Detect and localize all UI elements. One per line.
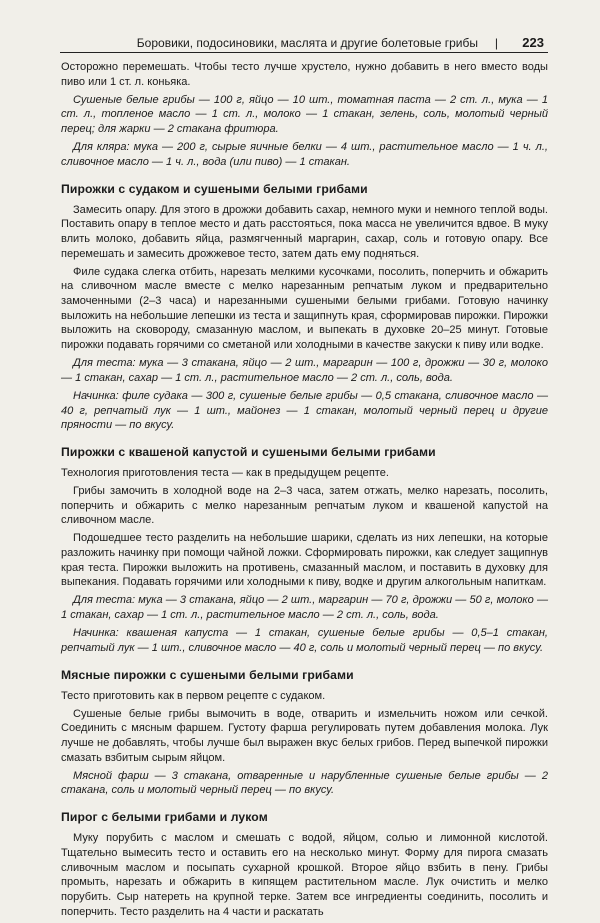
page-number: 223 — [522, 35, 544, 50]
recipe-paragraph: Грибы замочить в холодной воде на 2–3 часа, затем отжать, мелко нарезать, посолить, поперчить и обжарить с мелко нарезанным репчатым луком и квашеной капустой на сливочном масле. — [61, 484, 548, 527]
intro-paragraph: Осторожно перемешать. Чтобы тесто лучше хрустело, нужно добавить в него вместо воды пиво или 1 ст. л. коньяка. — [61, 61, 548, 88]
chapter-title: Боровики, подосиновики, маслята и другие болетовые грибы — [136, 36, 478, 50]
running-header — [0, 34, 548, 52]
recipe-paragraph: Филе судака слегка отбить, нарезать мелкими кусочками, посолить, поперчить и обжарить на сливочном масле вместе с мелко нарезанным репчатым луком и предварительно замоченными (2–3 часа) и нарезанными сушеными белыми грибами. Готовую начинку выложить на небольшие лепешки из теста и защипнуть края, сформировав пирожки. Пирожки выложить на сковороду, смазанную маслом, и выпекать в духовке 20–25 минут. Готовые пирожки подавать горячими со сметаной или холодными в качестве закуски к пиву или водке. — [61, 265, 548, 352]
dough-ingredients: Для теста: мука — 3 стакана, яйцо — 2 шт., маргарин — 100 г, дрожжи — 30 г, молоко — 1 стакан, сахар — 1 ст. л., растительное масло — 2 ст. л., соль, вода. — [61, 357, 548, 384]
batter-ingredients: Для кляра: мука — 200 г, сырые яичные белки — 4 шт., растительное масло — 1 ч. л., сливочное масло — 1 ч. л., вода (или пиво) — 1 стакан. — [61, 141, 548, 168]
recipe-title-meat-pies: Мясные пирожки с сушеными белыми грибами — [61, 667, 354, 682]
recipe-paragraph: Технология приготовления теста — как в предыдущем рецепте. — [61, 466, 389, 479]
recipe-paragraph: Тесто приготовить как в первом рецепте с судаком. — [61, 689, 326, 702]
recipe-paragraph: Подошедшее тесто разделить на небольшие шарики, сделать из них лепешки, на которые разложить начинку при помощи чайной ложки. Сформировать пирожки, как следует защипнув края теста. Пирожки выложить на противень, смазанный маслом, и поставить в духовку для выпекания. Подавать горячими или холодными к пиву, водке и другим алкогольным напиткам. — [61, 532, 548, 589]
header-rule — [60, 52, 548, 53]
recipe-paragraph: Муку порубить с маслом и смешать с водой, яйцом, солью и лимонной кислотой. Тщательно вымесить тесто и оставить его на несколько минут. Форму для пирога смазать сливочным маслом и посыпать сухарной крошкой. Второе яйцо взбить в пену. Грибы промыть, нарезать и обжарить в кипящем растительном масле. Лук очистить и мелко порубить. Сыр натереть на крупной терке. Затем все ингредиенты соединить, посолить и поперчить. Тесто разделить на 4 части и раскатать — [61, 832, 548, 918]
recipe-title-mushroom-onion-pie: Пирог с белыми грибами и луком — [61, 810, 268, 825]
recipe-title-pike-perch-pies: Пирожки с судаком и сушеными белыми грибами — [61, 181, 368, 196]
filling-ingredients: Начинка: филе судака — 300 г, сушеные белые грибы — 0,5 стакана, сливочное масло — 40 г, репчатый лук — 1 шт., майонез — 1 стакан, молотый черный перец и другие пряности — по вкусу. — [61, 389, 548, 432]
recipe-paragraph: Сушеные белые грибы вымочить в воде, отварить и измельчить ножом или сечкой. Соединить с мясным фаршем. Густоту фарша регулировать путем добавления молока. Лук лучше не добавлять, чтобы лучше был выражен вкус белых грибов. Перед выпечкой пирожки смазать взбитым сырым яйцом. — [61, 707, 548, 764]
filling-ingredients: Начинка: квашеная капуста — 1 стакан, сушеные белые грибы — 0,5–1 стакан, репчатый лук — 1 шт., сливочное масло — 40 г, соль и молотый черный перец — по вкусу. — [61, 627, 548, 654]
filling-ingredients: Мясной фарш — 3 стакана, отваренные и нарубленные сушеные белые грибы — 2 стакана, соль и молотый черный перец — по вкусу. — [61, 769, 548, 797]
dough-ingredients: Для теста: мука — 3 стакана, яйцо — 2 шт., маргарин — 70 г, дрожжи — 50 г, молоко — 1 стакан, сахар — 1 ст. л., растительное масло — 2 ст. л., соль, вода. — [61, 594, 548, 622]
header-separator: | — [494, 36, 498, 50]
recipe-title-sauerkraut-pies: Пирожки с квашеной капустой и сушеными белыми грибами — [61, 444, 436, 459]
page-body — [61, 60, 548, 923]
ingredients-list: Сушеные белые грибы — 100 г, яйцо — 10 шт., томатная паста — 2 ст. л., мука — 1 ст. л., топленое масло — 1 ст. л., молоко — 1 стакан, зелень, соль, молотый черный перец; для жарки — 2 стакана фритюра. — [61, 93, 548, 136]
recipe-paragraph: Замесить опару. Для этого в дрожжи добавить сахар, немного муки и немного теплой воды. Поставить опару в теплое место и дать расстояться, пока масса не увеличится вдвое. В муку влить молоко, добавить яйца, размягченный маргарин, сахар, соль и готовую опару. Все перемешать и замесить дрожжевое тесто, затем дать ему подняться. — [61, 203, 548, 260]
